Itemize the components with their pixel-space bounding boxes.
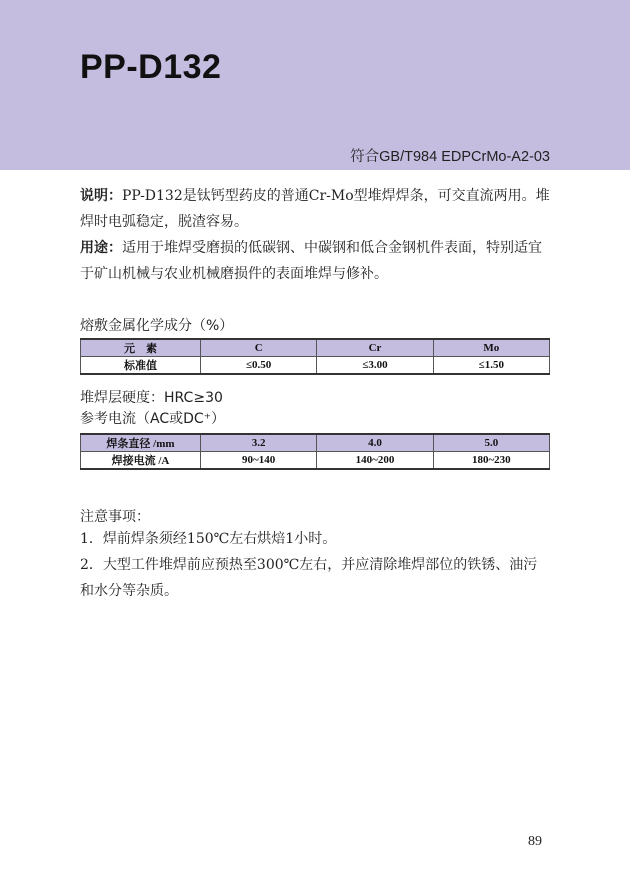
notes-title: 注意事项： (80, 509, 150, 525)
note-item: 1．焊前焊条须经150℃左右烘焙1小时。 (80, 531, 337, 547)
usage-label: 用途： (80, 240, 122, 256)
standard-designation: 符合GB/T984 EDPCrMo-A2-03 (350, 149, 550, 165)
table-cell: 4.0 (317, 434, 433, 452)
composition-heading: 熔敷金属化学成分（%） (80, 318, 234, 334)
current-heading: 参考电流（AC或DC⁺） (80, 411, 226, 427)
table-cell: 标准值 (81, 357, 201, 375)
table-cell: 140~200 (317, 452, 433, 470)
table-header-row (81, 339, 550, 357)
table-cell: ≤3.00 (317, 357, 433, 375)
table-cell: ≤1.50 (433, 357, 549, 375)
usage-text: 适用于堆焊受磨损的低碳钢、中碳钢和低合金钢机件表面，特别适宜于矿山机械与农业机械磨损件的表面堆焊与修补。 (80, 240, 542, 282)
table-cell: 焊接电流 /A (81, 452, 201, 470)
table-row (81, 357, 550, 375)
table-cell: C (201, 339, 317, 357)
table-cell: Cr (317, 339, 433, 357)
table-cell: 元 素 (81, 339, 201, 357)
table-cell: ≤0.50 (201, 357, 317, 375)
note-item: 2．大型工件堆焊前应预热至300℃左右，并应清除堆焊部位的铁锈、油污和水分等杂质。 (80, 557, 538, 599)
table-cell: 5.0 (433, 434, 549, 452)
table-cell: Mo (433, 339, 549, 357)
table-row (81, 452, 550, 470)
product-title: PP-D132 (80, 48, 222, 86)
table-cell: 3.2 (201, 434, 317, 452)
description-text: PP-D132是钛钙型药皮的普通Cr-Mo型堆焊焊条，可交直流两用。堆焊时电弧稳定，脱渣容易。 (80, 188, 550, 230)
table-header-row (81, 434, 550, 452)
table-cell: 90~140 (201, 452, 317, 470)
current-table (80, 433, 550, 470)
hardness-line: 堆焊层硬度：HRC≥30 (80, 390, 223, 406)
description-paragraph (80, 183, 550, 235)
description-label: 说明： (80, 188, 122, 204)
page-number: 89 (528, 834, 542, 849)
usage-paragraph (80, 235, 550, 287)
table-cell: 焊条直径 /mm (81, 434, 201, 452)
table-cell: 180~230 (433, 452, 549, 470)
composition-table (80, 338, 550, 375)
